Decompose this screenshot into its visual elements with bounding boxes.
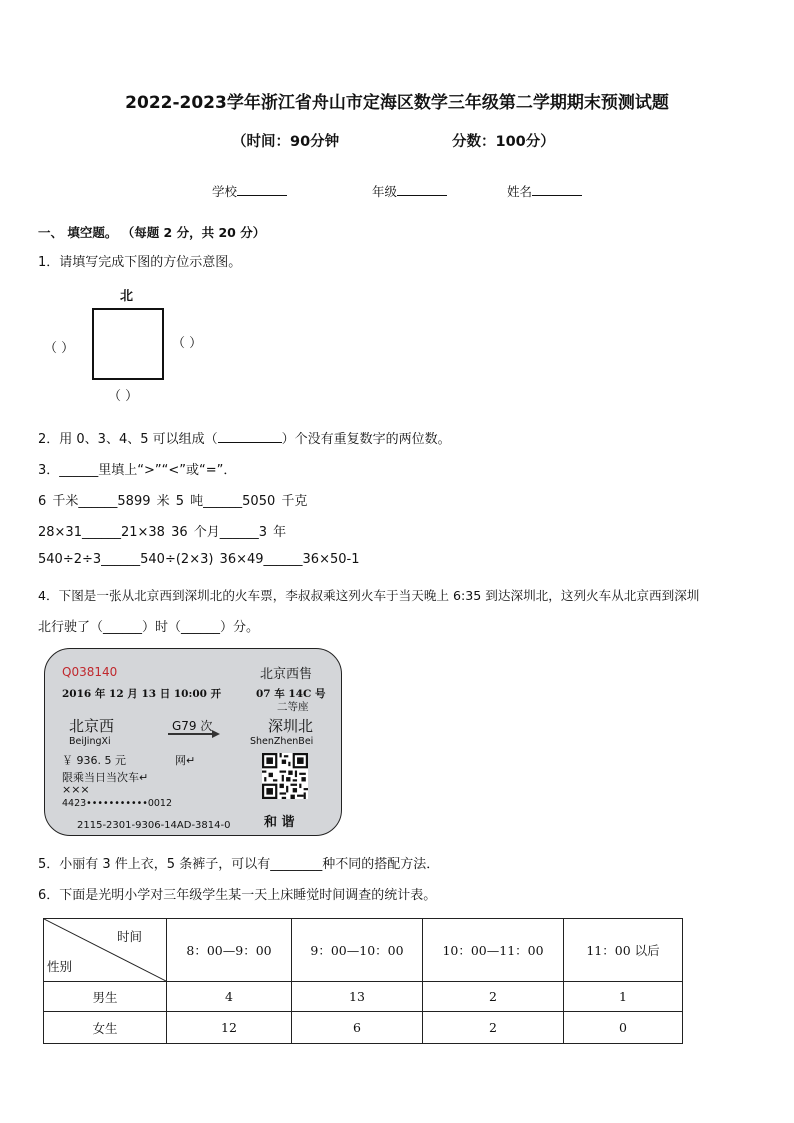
- table-cell: 2: [423, 982, 564, 1012]
- ticket-note: 限乘当日当次车↵: [62, 771, 149, 784]
- table-cell: 0: [564, 1012, 683, 1044]
- table-cell: 12: [167, 1012, 292, 1044]
- question-3-line-3: 540÷2÷3______540÷(2×3) 36×49______36×50-1: [38, 552, 360, 567]
- question-2-before: 2．用 0、3、4、5 可以组成（: [38, 432, 218, 447]
- exam-time: （时间：90分钟: [232, 134, 340, 150]
- ticket-to-pinyin: ShenZhenBei: [250, 736, 314, 747]
- east-blank[interactable]: （ ）: [172, 336, 203, 351]
- grade-field: [372, 182, 447, 200]
- school-label: 学校: [212, 184, 238, 199]
- question-2: [38, 428, 451, 447]
- ticket-from: 北京西: [69, 717, 115, 735]
- table-corner-cell: [44, 919, 167, 982]
- table-row-label: 女生: [44, 1012, 167, 1044]
- table-header-cell: 11：00 以后: [564, 919, 683, 982]
- ticket-datetime: 2016 年 12 月 13 日 10:00 开: [62, 688, 222, 700]
- table-header-cell: 10：00—11：00: [423, 919, 564, 982]
- ticket-seat: 07 车 14C 号: [256, 688, 326, 700]
- sleep-time-table: [43, 918, 683, 1044]
- ticket-passenger: ×××: [62, 783, 90, 796]
- corner-top-label: 时间: [116, 929, 142, 944]
- ticket-train: G79 次: [172, 719, 213, 733]
- question-1: 1．请填写完成下图的方位示意图。: [38, 255, 242, 270]
- qr-code-icon: [262, 753, 308, 799]
- name-blank[interactable]: [532, 183, 582, 196]
- section-heading: 一、 填空题。 （每题 2 分，共 20 分）: [38, 225, 266, 240]
- question-5: 5．小丽有 3 件上衣，5 条裤子，可以有________种不同的搭配方法．: [38, 857, 440, 872]
- south-blank[interactable]: （ ）: [108, 389, 139, 404]
- ticket-to: 深圳北: [268, 717, 314, 735]
- exam-score: 分数：100分）: [452, 134, 555, 150]
- question-2-blank[interactable]: [218, 430, 282, 443]
- grade-label: 年级: [372, 184, 398, 199]
- name-label: 姓名: [507, 184, 533, 199]
- ticket-price: ￥ 936. 5 元: [62, 754, 126, 767]
- table-cell: 4: [167, 982, 292, 1012]
- train-ticket: [44, 648, 342, 836]
- question-6: 6．下面是光明小学对三年级学生某一天上床睡觉时间调查的统计表。: [38, 888, 437, 903]
- table-cell: 1: [564, 982, 683, 1012]
- table-header-row: [44, 919, 683, 982]
- table-header-cell: 9：00—10：00: [292, 919, 423, 982]
- table-cell: 13: [292, 982, 423, 1012]
- ticket-online: 网↵: [175, 754, 196, 767]
- grade-blank[interactable]: [397, 183, 447, 196]
- question-4-line-2: 北行驶了（______）时（______）分。: [38, 620, 260, 635]
- page-title: 2022-2023学年浙江省舟山市定海区数学三年级第二学期期末预测试题: [125, 93, 669, 113]
- school-blank[interactable]: [237, 183, 287, 196]
- table-cell: 2: [423, 1012, 564, 1044]
- corner-bottom-label: 性别: [47, 959, 73, 974]
- ticket-office: 北京西售: [260, 667, 313, 682]
- west-blank[interactable]: （ ）: [44, 341, 75, 356]
- ticket-serial: 2115-2301-9306-14AD-3814-0: [77, 820, 231, 831]
- ticket-from-pinyin: BeiJingXi: [69, 736, 111, 747]
- table-row: [44, 1012, 683, 1044]
- ticket-brand: 和 谐: [264, 815, 295, 830]
- question-3-line-1: 6 千米______5899 米 5 吨______5050 千克: [38, 494, 308, 509]
- question-4-line-1: 4．下图是一张从北京西到深圳北的火车票，李叔叔乘这列火车于当天晚上 6:35 到达深圳北，这列火车从北京西到深圳: [38, 588, 700, 603]
- ticket-code: Q038140: [62, 665, 118, 679]
- question-3-line-2: 28×31______21×38 36 个月______3 年: [38, 525, 287, 540]
- question-3: 3．______里填上“>”“<”或“=”．: [38, 463, 237, 478]
- name-field: [507, 182, 582, 200]
- table-header-cell: 8：00—9：00: [167, 919, 292, 982]
- ticket-class: 二等座: [277, 701, 309, 713]
- table-row-label: 男生: [44, 982, 167, 1012]
- table-row: [44, 982, 683, 1012]
- question-2-after: ）个没有重复数字的两位数。: [281, 432, 451, 447]
- north-label: 北: [120, 289, 134, 304]
- school-field: [212, 182, 287, 200]
- ticket-id: 4423•••••••••••0012: [62, 798, 172, 809]
- arrow-icon: [168, 730, 220, 738]
- table-cell: 6: [292, 1012, 423, 1044]
- direction-square: [92, 308, 164, 380]
